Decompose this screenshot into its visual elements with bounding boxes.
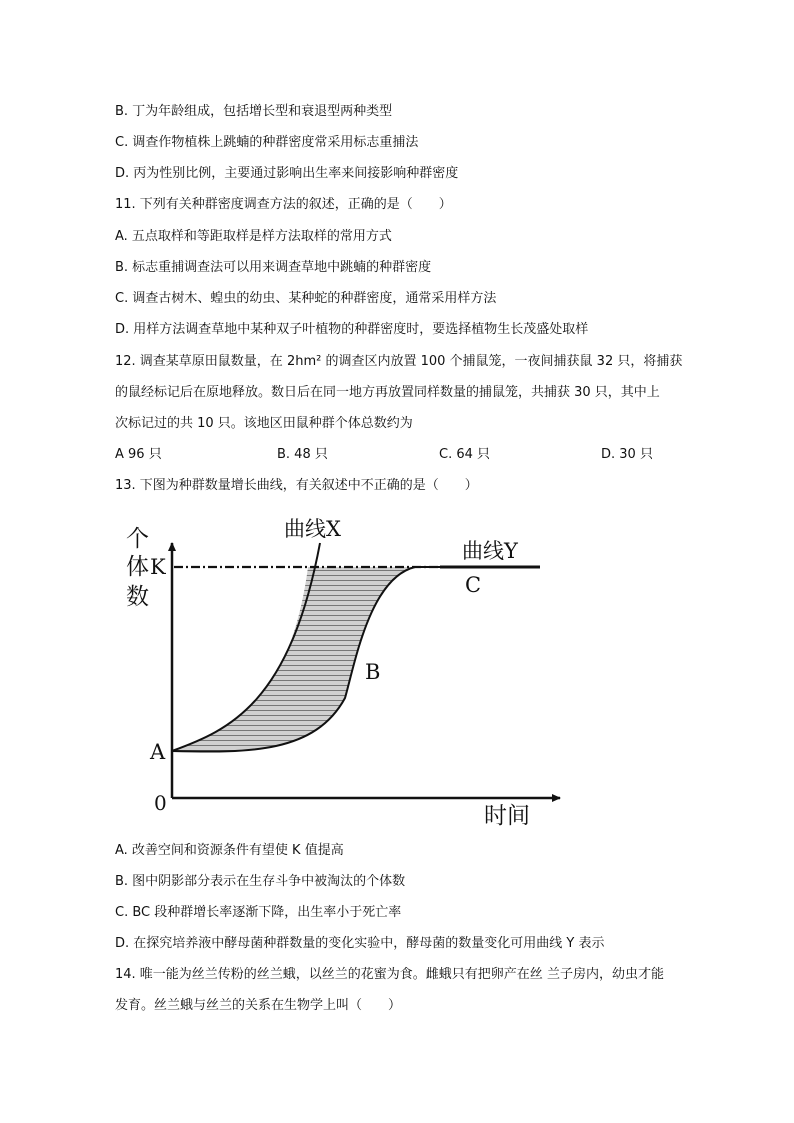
curve-y-label: 曲线Y [462, 539, 518, 563]
q12-stem-line2: 的鼠经标记后在原地释放。数日后在同一地方再放置同样数量的捕鼠笼，共捕获 30 只，其中上 [115, 385, 660, 400]
q13-stem: 13. 下图为种群数量增长曲线，有关叙述中不正确的是（ ） [115, 478, 478, 493]
q12-option-d: D. 30 只 [601, 447, 653, 462]
q12-option-b: B. 48 只 [277, 447, 328, 462]
population-growth-figure [110, 508, 580, 830]
q10-option-b: B. 丁为年龄组成，包括增长型和衰退型两种类型 [115, 104, 393, 119]
q12-option-c: C. 64 只 [439, 447, 491, 462]
point-a-label: A [150, 740, 166, 764]
point-c-label: C [465, 573, 482, 597]
q13-option-d: D. 在探究培养液中酵母菌种群数量的变化实验中，酵母菌的数量变化可用曲线 Y 表示 [115, 936, 605, 951]
q11-option-d: D. 用样方法调查草地中某种双子叶植物的种群密度时，要选择植物生长茂盛处取样 [115, 322, 589, 337]
q11-option-b: B. 标志重捕调查法可以用来调查草地中跳蝻的种群密度 [115, 260, 432, 275]
y-label-1: 个 [126, 526, 149, 552]
q12-option-a: A 96 只 [115, 447, 162, 462]
q13-option-b: B. 图中阴影部分表示在生存斗争中被淘汰的个体数 [115, 874, 406, 889]
y-label-2: 体 [126, 554, 149, 580]
q13-option-c: C. BC 段种群增长率逐渐下降，出生率小于死亡率 [115, 905, 402, 920]
q11-option-a: A. 五点取样和等距取样是样方法取样的常用方式 [115, 229, 392, 244]
origin-label: 0 [154, 791, 167, 815]
x-label: 时间 [484, 803, 530, 829]
q11-option-c: C. 调查古树木、蝗虫的幼虫、某种蛇的种群密度，通常采用样方法 [115, 291, 497, 306]
q11-stem: 11. 下列有关种群密度调查方法的叙述，正确的是（ ） [115, 197, 452, 212]
q10-option-d: D. 丙为性别比例，主要通过影响出生率来间接影响种群密度 [115, 166, 459, 181]
curve-x-label: 曲线X [284, 517, 341, 541]
q14-stem-line2: 发育。丝兰蛾与丝兰的关系在生物学上叫（ ） [115, 998, 402, 1013]
k-label: K [150, 555, 166, 579]
q12-stem-line1: 12. 调查某草原田鼠数量，在 2hm² 的调查区内放置 100 个捕鼠笼，一夜间捕获鼠 32 只，将捕获 [115, 354, 683, 369]
q13-option-a: A. 改善空间和资源条件有望使 K 值提高 [115, 843, 344, 858]
q12-stem-line3: 次标记过的共 10 只。该地区田鼠种群个体总数约为 [115, 416, 413, 431]
q14-stem-line1: 14. 唯一能为丝兰传粉的丝兰蛾，以丝兰的花蜜为食。雌蛾只有把卵产在丝 兰子房内，幼虫才能 [115, 967, 664, 982]
point-b-label: B [365, 660, 381, 684]
q10-option-c: C. 调查作物植株上跳蝻的种群密度常采用标志重捕法 [115, 135, 419, 150]
y-label-3: 数 [126, 584, 149, 610]
